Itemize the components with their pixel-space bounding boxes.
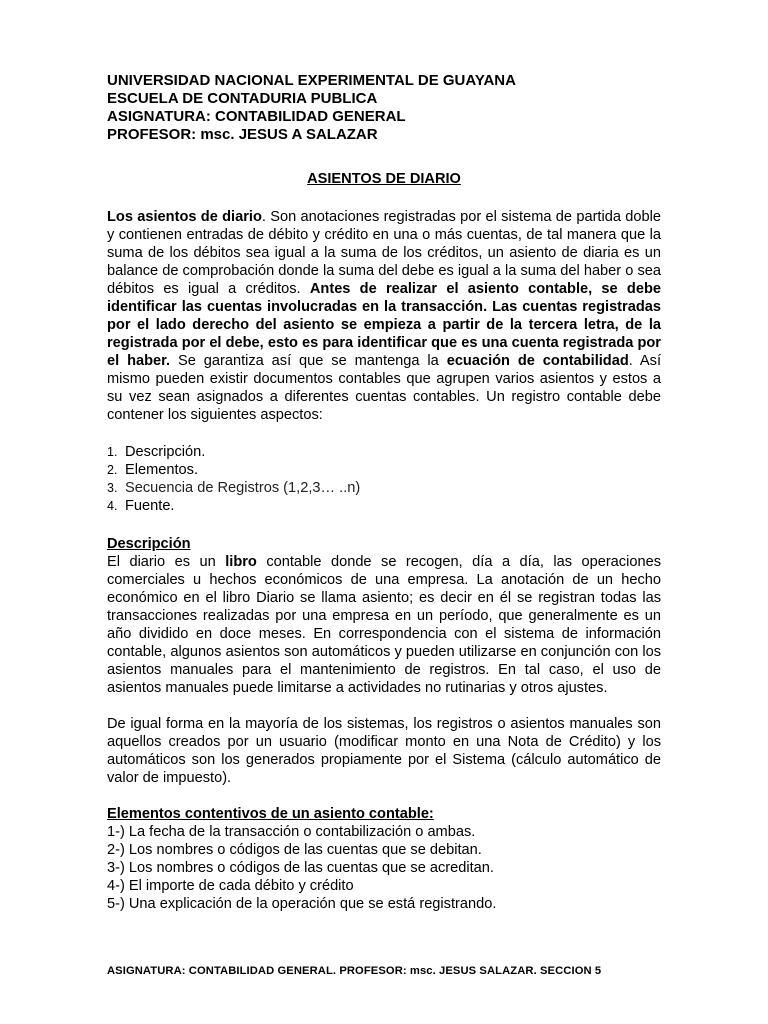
aspects-list [107,443,661,515]
descripcion-bold-libro: libro [225,554,257,570]
page-footer: ASIGNATURA: CONTABILIDAD GENERAL. PROFESOR: msc. JESUS SALAZAR. SECCION 5 [107,965,602,977]
list-text: Elementos. [125,462,199,478]
list-item [107,461,661,479]
list-item: 2-) Los nombres o códigos de las cuentas que se debitan. [107,842,482,858]
elementos-section [107,805,661,913]
document-page [107,72,661,913]
list-item [107,497,661,515]
header-school: ESCUELA DE CONTADURIA PUBLICA [107,90,378,107]
list-item: 1-) La fecha de la transacción o contabilización o ambas. [107,824,476,840]
descripcion-heading: Descripción [107,536,191,552]
descripcion-paragraph-1 [107,553,661,697]
list-item: 4-) El importe de cada débito y crédito [107,878,354,894]
intro-term: Los asientos de diario [107,209,262,225]
list-text: Descripción. [125,444,206,460]
intro-text-1: . Son anotaciones registradas por el sistema de partida doble y contienen entradas de débito y crédito en una o más cuentas, de tal manera que la suma de los débitos sea igual a la suma de los créditos, un asiento de diaria es un balance de comprobación donde la suma del debe es igual a la suma del haber o sea débitos es igual a créditos. [107,209,661,297]
list-item: 3-) Los nombres o códigos de las cuentas que se acreditan. [107,860,494,876]
document-title: ASIENTOS DE DIARIO [307,171,461,187]
list-number: 3. [107,481,118,495]
list-text: Fuente. [125,498,175,514]
list-item: 5-) Una explicación de la operación que se está registrando. [107,896,497,912]
institution-header [107,72,661,144]
list-text: Secuencia de Registros (1,2,3… ..n) [125,480,361,496]
elementos-heading: Elementos contentivos de un asiento contable: [107,806,434,822]
header-university: UNIVERSIDAD NACIONAL EXPERIMENTAL DE GUAYANA [107,72,516,89]
descripcion-text-b: contable donde se recogen, día a día, las operaciones comerciales u hechos económicos de una empresa. La anotación de un hecho económico en el libro Diario se llama asiento; es decir en él se registran todas las transacciones realizadas por una empresa en un período, que generalmente es un año dividido en doce meses. En correspondencia con el sistema de información contable, algunos asientos son automáticos y pueden utilizarse en conjunción con los asientos manuales para el mantenimiento de registros. En tal caso, el uso de asientos manuales puede limitarse a actividades no rutinarias y otros ajustes. [107,554,661,696]
list-number: 1. [107,445,118,459]
header-professor: PROFESOR: msc. JESUS A SALAZAR [107,126,378,143]
list-number: 4. [107,499,118,513]
list-item [107,479,661,497]
descripcion-paragraph-2: De igual forma en la mayoría de los sistemas, los registros o asientos manuales son aquellos creados por un usuario (modificar monto en una Nota de Crédito) y los automáticos son los generados propiamente por el Sistema (cálculo automático de valor de impuesto). [107,716,661,786]
intro-bold-equation: ecuación de contabilidad [446,353,629,369]
intro-bold-rule: Antes de realizar el asiento contable, se debe identificar las cuentas involucradas en la transacción. Las cuentas registradas por el lado derecho del asiento se empieza a partir de la tercera letra, de la registrada por el debe, esto es para identificar que es una cuenta registrada por el haber. [107,281,661,369]
intro-text-2: Se garantiza así que se mantenga la [170,353,447,369]
list-number: 2. [107,463,118,477]
intro-paragraph [107,208,661,424]
list-item [107,443,661,461]
intro-text-3: . Así mismo pueden existir documentos contables que agrupen varios asientos y estos a su vez sean asignados a diferentes cuentas contables. Un registro contable debe contener los siguientes aspectos: [107,353,662,423]
descripcion-text-a: El diario es un [107,554,226,570]
header-subject: ASIGNATURA: CONTABILIDAD GENERAL [107,108,406,125]
